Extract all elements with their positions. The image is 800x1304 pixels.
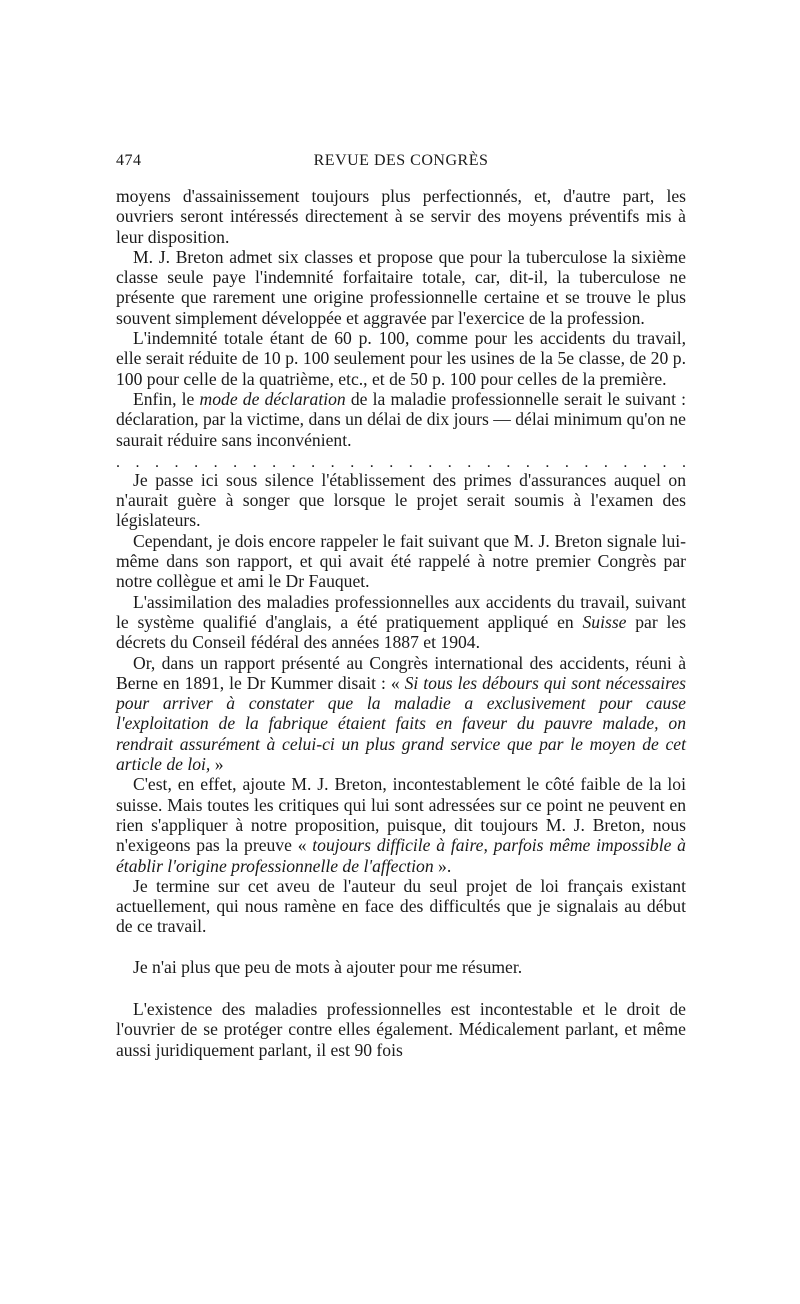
paragraph-9-after: ». bbox=[433, 855, 452, 876]
paragraph-11: Je n'ai plus que peu de mots à ajouter pour me résumer. bbox=[133, 956, 523, 977]
paragraph-9-before: C'est, en effet, ajoute M. J. Breton, incontestablement le côté faible de la loi suisse. Mais toutes les critiques qui lui sont adressées sur ce point ne peuvent en rien s'appliquer à notre proposition, puisque, dit toujours M. J. Breton, nous n'exigeons pas la preuve « bbox=[116, 774, 686, 856]
paragraph-8-italic: Si tous les débours qui sont nécessaires pour arriver à constater que la maladie a exclusivement pour cause l'exploitation de la fabrique étaient faits en faveur du pauvre malade, on rendrait assurément à celui-ci un plus grand service que par le moyen de cet article de loi, bbox=[116, 672, 687, 775]
paragraph-9 bbox=[116, 774, 686, 875]
paragraph-1: moyens d'assainissement toujours plus perfectionnés, et, d'autre part, les ouvriers seront intéressés directement à se servir des moyens préventifs mis à leur disposition. bbox=[116, 186, 686, 247]
paragraph-8-before: Or, dans un rapport présenté au Congrès international des accidents, réuni à Berne en 1891, le Dr Kummer disait : « bbox=[116, 652, 686, 693]
paragraph-4-after: de la maladie professionnelle serait le suivant : déclaration, par la victime, dans un délai de dix jours — délai minimum qu'on ne saurait réduire sans inconvénient. bbox=[116, 388, 687, 450]
paragraph-4-before: Enfin, le bbox=[133, 388, 200, 409]
running-header bbox=[116, 152, 686, 174]
paragraph-4 bbox=[116, 389, 686, 450]
paragraph-10: Je termine sur cet aveu de l'auteur du seul projet de loi français existant actuellement, qui nous ramène en face des difficultés que je signalais au début de ce travail. bbox=[116, 875, 686, 937]
paragraph-4-italic: mode de déclaration bbox=[199, 388, 346, 409]
paragraph-7-after: par les décrets du Conseil fédéral des années 1887 et 1904. bbox=[116, 611, 686, 653]
paragraph-7-before: L'assimilation des maladies professionnelles aux accidents du travail, suivant le système qualifié d'anglais, a été pratiquement appliqué en bbox=[116, 591, 686, 632]
paragraph-7 bbox=[116, 592, 686, 653]
paragraph-3: L'indemnité totale étant de 60 p. 100, comme pour les accidents du travail, elle serait réduite de 10 p. 100 seulement pour les usines de la 5e classe, de 20 p. 100 pour celle de la quatrième, etc., et de 50 p. 100 pour celles de la première. bbox=[116, 328, 686, 389]
paragraph-7-italic: Suisse bbox=[582, 611, 627, 632]
paragraph-9-italic: toujours difficile à faire, parfois même impossible à établir l'origine professionnelle de l'affection bbox=[116, 835, 686, 876]
ellipsis-separator: . . . . . . . . . . . . . . . . . . . . . . . . . . . . . . bbox=[116, 453, 686, 471]
paragraph-5: Je passe ici sous silence l'établissement des primes d'assurances auquel on n'aurait guère à songer que lorsque le projet serait soumis à l'examen des législateurs. bbox=[116, 469, 686, 531]
paragraph-12: L'existence des maladies professionnelles est incontestable et le droit de l'ouvrier de se protéger contre elles également. Médicalement parlant, et même aussi juridiquement parlant, il est 90 fois bbox=[116, 998, 686, 1060]
paragraph-8-after: » bbox=[210, 754, 224, 775]
paragraph-6: Cependant, je dois encore rappeler le fait suivant que M. J. Breton signale lui-même dans son rapport, et qui avait été rappelé à notre premier Congrès par notre collègue et ami le Dr Fauquet. bbox=[116, 530, 686, 592]
paragraph-2: M. J. Breton admet six classes et propose que pour la tuberculose la sixième classe seule paye l'indemnité forfaitaire totale, car, dit-il, la tuberculose ne présente que rarement une origine professionnelle certaine et se trouve le plus souvent simplement développée et aggravée par l'exercice de la profession. bbox=[116, 246, 686, 328]
running-title: REVUE DES CONGRÈS bbox=[313, 152, 489, 169]
page-number: 474 bbox=[116, 152, 142, 169]
body-text bbox=[116, 186, 686, 1060]
paragraph-8 bbox=[116, 653, 686, 775]
